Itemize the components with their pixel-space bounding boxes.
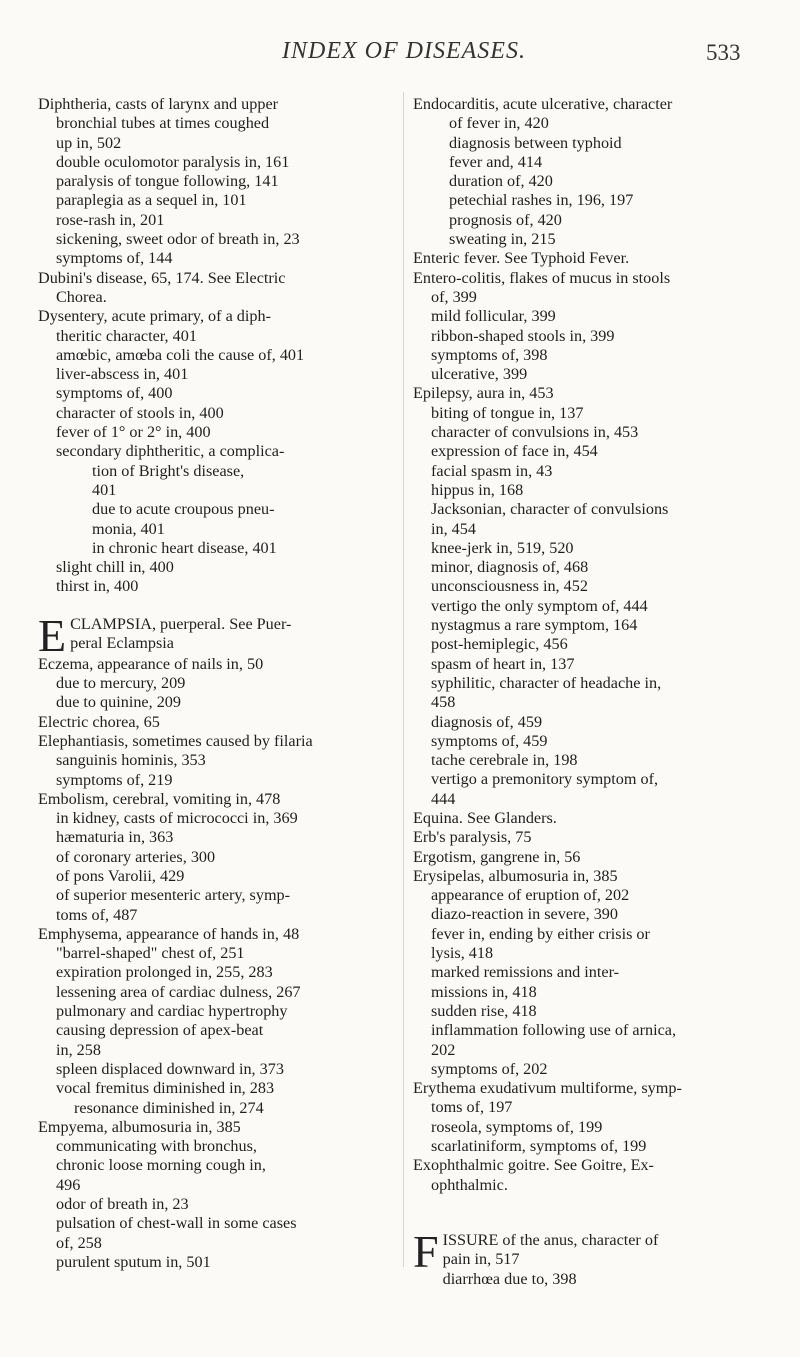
index-entry-line: missions in, 418 [431,982,537,1001]
index-entry-line: inflammation following use of arnica, [431,1021,676,1040]
page-number: 533 [706,40,741,65]
index-entry-line: symptoms of, 398 [431,345,548,364]
index-entry-line: tion of Bright's disease, [92,461,245,480]
index-entry-line: in, 258 [56,1040,101,1059]
index-entry-line: 202 [431,1040,456,1059]
page-header [0,38,800,78]
index-entry-line: marked remissions and inter- [431,963,620,982]
index-entry-line: Ergotism, gangrene in, 56 [413,847,581,866]
index-entry-line: odor of breath in, 23 [56,1195,189,1214]
index-entry-line: spleen displaced downward in, 373 [56,1059,284,1078]
index-entry-line: in, 454 [431,519,476,538]
index-entry-line: biting of tongue in, 137 [431,403,584,422]
left-column [38,95,400,1272]
index-entry-line: knee-jerk in, 519, 520 [431,538,574,557]
drop-cap-e: E [38,614,67,655]
index-entry-line: double oculomotor paralysis in, 161 [56,152,290,171]
index-entry-line: ISSURE of the anus, character of [442,1230,659,1249]
index-entry-line: roseola, symptoms of, 199 [431,1117,603,1136]
index-entry-line: theritic character, 401 [56,326,197,345]
index-entry-line: Elephantiasis, sometimes caused by filaria [38,731,313,750]
index-entry-line: character of stools in, 400 [56,403,224,422]
index-section-e [38,615,400,655]
index-entry-line: due to mercury, 209 [56,674,186,693]
index-entry-line: amœbic, amœba coli the cause of, 401 [56,345,305,364]
index-section-e-entries [38,655,400,1273]
index-entry-line: of fever in, 420 [449,114,549,133]
index-entry-line: Enteric fever. See Typhoid Fever. [413,249,630,268]
index-entry-line: Empyema, albumosuria in, 385 [38,1117,241,1136]
index-entry-line: pulmonary and cardiac hypertrophy [56,1002,288,1021]
index-entry-line: post-hemiplegic, 456 [431,635,568,654]
index-entry-line: duration of, 420 [449,172,553,191]
index-entry-line: symptoms of, 144 [56,249,173,268]
index-entry-line: secondary diphtheritic, a complica- [56,442,285,461]
index-entry-line: sweating in, 215 [449,230,556,249]
index-entry-line: Dubini's disease, 65, 174. See Electric [38,268,286,287]
index-entry-line: unconsciousness in, 452 [431,577,588,596]
index-entry-line: purulent sputum in, 501 [56,1252,211,1271]
index-entry-line: thirst in, 400 [56,577,139,596]
index-entry-line: in kidney, casts of micrococci in, 369 [56,809,298,828]
index-entry-line: of, 258 [56,1233,102,1252]
index-entry-line: Eczema, appearance of nails in, 50 [38,654,264,673]
index-entry-line: expression of face in, 454 [431,442,598,461]
index-entry-line: vertigo the only symptom of, 444 [431,596,648,615]
index-entry-line: hippus in, 168 [431,480,524,499]
index-entry-line: rose-rash in, 201 [56,210,165,229]
index-entry-line: communicating with bronchus, [56,1137,257,1156]
index-entry-line: Endocarditis, acute ulcerative, character [413,95,673,113]
index-entry-line: symptoms of, 459 [431,731,548,750]
index-entry-line: Chorea. [56,287,107,306]
index-entry-line: of coronary arteries, 300 [56,847,216,866]
index-entry-line: lessening area of cardiac dulness, 267 [56,982,301,1001]
index-entry-line: Equina. See Glanders. [413,808,557,827]
index-entry-line: sanguinis hominis, 353 [56,751,206,770]
index-entry-line: fever of 1° or 2° in, 400 [56,423,211,442]
index-entry-line: Entero-colitis, flakes of mucus in stools [413,268,671,287]
index-entry-line: lysis, 418 [431,944,494,963]
index-entry-line: Embolism, cerebral, vomiting in, 478 [38,789,281,808]
index-entry-line: petechial rashes in, 196, 197 [449,191,634,210]
index-entry-line: diagnosis of, 459 [431,712,543,731]
index-entry-line: paralysis of tongue following, 141 [56,172,279,191]
index-entry-line: sudden rise, 418 [431,1001,537,1020]
column-divider [403,92,404,1267]
index-entry-line: syphilitic, character of headache in, [431,673,662,692]
index-section-e-continued [413,95,778,1195]
index-entry-line: peral Eclampsia [70,634,174,653]
index-entry-line: monia, 401 [92,519,165,538]
index-entry-line: diazo-reaction in severe, 390 [431,905,618,924]
index-entry-line: Erb's paralysis, 75 [413,828,532,847]
index-entry-line: due to acute croupous pneu- [92,500,275,519]
index-entry-line: of, 399 [431,287,477,306]
index-entry-line: fever and, 414 [449,152,543,171]
index-entry-line: of superior mesenteric artery, symp- [56,886,291,905]
index-entry-line: toms of, 197 [431,1098,513,1117]
index-entry-line: vertigo a premonitory symptom of, [431,770,659,789]
index-entry-line: chronic loose morning cough in, [56,1156,266,1175]
index-entry-line: symptoms of, 219 [56,770,173,789]
index-entry-line: character of convulsions in, 453 [431,423,639,442]
index-entry-line: slight chill in, 400 [56,558,174,577]
index-entry-line: "barrel-shaped" chest of, 251 [56,944,245,963]
index-entry-line: 458 [431,693,456,712]
index-entry-line: Dysentery, acute primary, of a diph- [38,307,271,326]
index-entry-line: sickening, sweet odor of breath in, 23 [56,230,300,249]
index-entry-line: in chronic heart disease, 401 [92,538,277,557]
index-entry-line: fever in, ending by either crisis or [431,924,650,943]
index-entry-line: 496 [56,1175,81,1194]
index-entry-line: Electric chorea, 65 [38,712,160,731]
index-entry-line: minor, diagnosis of, 468 [431,558,589,577]
index-entry-line: Jacksonian, character of convulsions [431,500,669,519]
index-entry-line: symptoms of, 400 [56,384,173,403]
drop-cap-f: F [413,1230,439,1277]
index-entry-line: appearance of eruption of, 202 [431,886,630,905]
index-entry-line: expiration prolonged in, 255, 283 [56,963,273,982]
index-entry-line: diarrhœa due to, 398 [442,1269,577,1288]
index-entry-line: spasm of heart in, 137 [431,654,575,673]
index-entry-line: paraplegia as a sequel in, 101 [56,191,247,210]
index-entry-line: liver-abscess in, 401 [56,365,189,384]
index-entry-line: Erythema exudativum multiforme, symp- [413,1079,682,1098]
index-section-f [413,1231,778,1289]
index-entry-line: ulcerative, 399 [431,365,528,384]
index-entry-line: due to quinine, 209 [56,693,181,712]
index-entry-line: Emphysema, appearance of hands in, 48 [38,924,300,943]
index-entry-line: resonance diminished in, 274 [74,1098,264,1117]
index-entry-line: 401 [92,480,117,499]
index-entry-line: 444 [431,789,456,808]
index-entry-line: mild follicular, 399 [431,307,556,326]
index-entry-line: pain in, 517 [442,1250,520,1269]
index-entry-line: of pons Varolii, 429 [56,866,185,885]
index-entry-line: tache cerebrale in, 198 [431,751,578,770]
index-entry-line: CLAMPSIA, puerperal. See Puer- [70,614,292,633]
index-entry-line: prognosis of, 420 [449,210,562,229]
index-entry-line: diagnosis between typhoid [449,133,622,152]
index-entry-line: bronchial tubes at times coughed [56,114,270,133]
index-entry-line: ribbon-shaped stools in, 399 [431,326,615,345]
index-entry-line: nystagmus a rare symptom, 164 [431,616,638,635]
index-entry-line: pulsation of chest-wall in some cases [56,1214,297,1233]
index-entry-line: facial spasm in, 43 [431,461,553,480]
index-entry-line: Exophthalmic goitre. See Goitre, Ex- [413,1156,654,1175]
index-entry-line: ophthalmic. [431,1175,508,1194]
index-section-d [38,95,400,597]
index-entry-line: Diphtheria, casts of larynx and upper [38,95,279,113]
index-entry-line: toms of, 487 [56,905,138,924]
index-entry-line: vocal fremitus diminished in, 283 [56,1079,275,1098]
index-entry-line: hæmaturia in, 363 [56,828,174,847]
right-column [413,95,778,1289]
index-entry-line: scarlatiniform, symptoms of, 199 [431,1137,647,1156]
index-entry-line: up in, 502 [56,133,122,152]
running-title: INDEX OF DISEASES. [282,38,526,64]
index-entry-line: symptoms of, 202 [431,1059,548,1078]
index-entry-line: Erysipelas, albumosuria in, 385 [413,866,618,885]
index-entry-line: Epilepsy, aura in, 453 [413,384,554,403]
index-entry-line: causing depression of apex-beat [56,1021,264,1040]
